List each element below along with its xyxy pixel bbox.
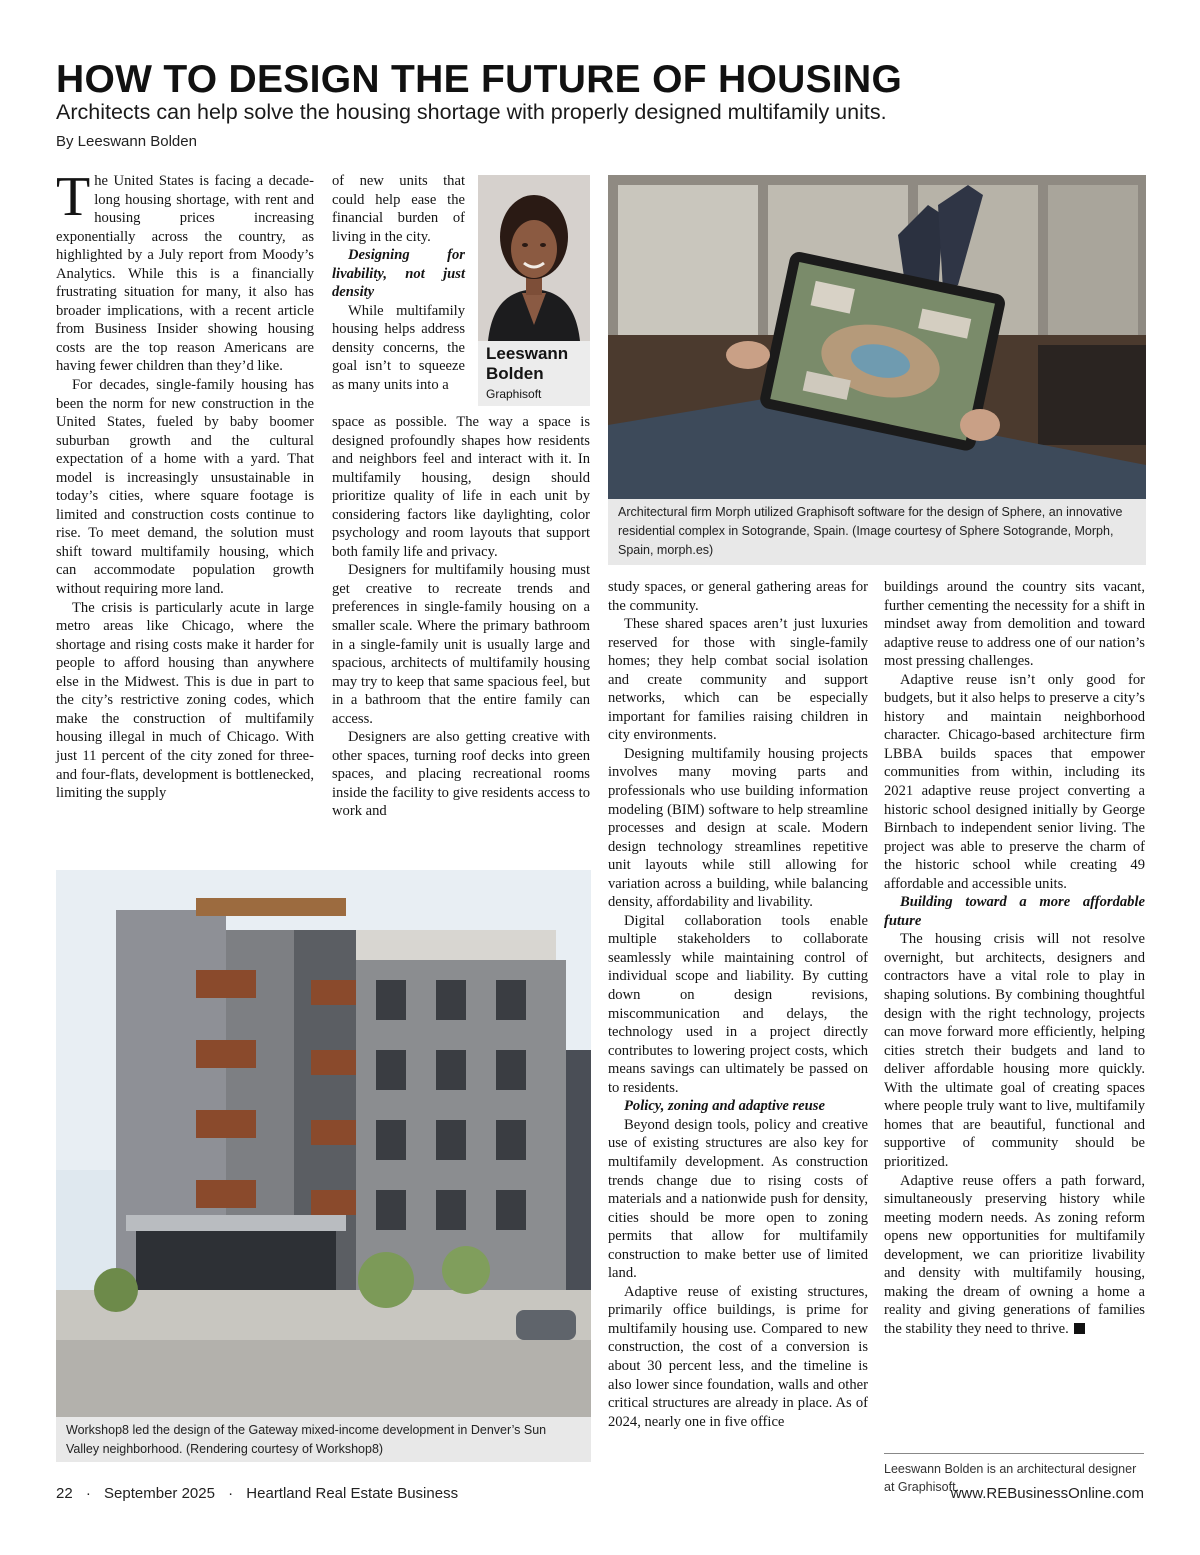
body-paragraph: of new units that could help ease the financial burden of living in the city. — [332, 173, 465, 245]
column-1 — [56, 166, 314, 803]
body-paragraph: The crisis is particularly acute in large metro areas like Chicago, where the shortage and rising costs make it harder for people to afford housing than anywhere else in the Midwest. This is due in part to the city’s restrictive zoning codes, which make the construction of multifamily housing illegal in much of Chicago. With just 11 percent of the city zoned for three- and four-flats, development is bottlenecked, limiting the supply — [56, 599, 314, 802]
building-rendering — [56, 870, 591, 1417]
subhead: Policy, zoning and adaptive reuse — [624, 1098, 825, 1115]
tablet-photo-caption: Architectural firm Morph utilized Graphisoft software for the design of Sphere, an innovative residential complex in Sotogrande, Spain. (Image courtesy of Sphere Sotogrande, Morph, Spain, morph.es) — [608, 499, 1146, 565]
column-2-lower — [332, 413, 590, 821]
author-name-line2: Bolden — [486, 364, 544, 383]
subhead: Designing for livability, not just density — [332, 247, 465, 301]
column-4 — [884, 578, 1145, 1338]
website-link[interactable]: www.REBusinessOnline.com — [950, 1485, 1144, 1502]
body-paragraph: Adaptive reuse offers a path forward, simultaneously preserving history while meeting modern needs. As zoning reform opens new opportunities for multifamily development, we can prioritize livability and density with multifamily housing, making the dream of owning a home a reality and giving generations of families the stability they need to thrive. — [884, 1172, 1145, 1337]
body-paragraph: he United States is facing a decade-long housing shortage, with rent and housing prices increasing exponentially across the country, as highlighted by a July report from Moody’s Analytics. While this is a financially frustrating situation for many, it also has broader implications, with a recent article from Business Insider showing housing costs are the top reason Americans are having fewer children than they’d like. — [56, 173, 314, 375]
body-paragraph: buildings around the country sits vacant, further cementing the necessity for a shift in mindset away from demolition and toward adaptive reuse to address one of our nation’s most pressing challenges. — [884, 579, 1145, 670]
body-paragraph: Adaptive reuse of existing structures, primarily office buildings, is prime for multifamily housing use. Compared to new construction, the cost of a conversion is about 30 percent less, and the timeline is also lower since foundation, walls and other critical structures are already in place. As of 2024, nearly one in five office — [608, 1283, 868, 1430]
footer-left — [56, 1485, 458, 1502]
body-paragraph: While multifamily housing helps address density concerns, the goal isn’t to squeeze as many units into a — [332, 302, 465, 394]
bio-divider — [884, 1453, 1144, 1454]
body-paragraph: study spaces, or general gathering areas for the community. — [608, 579, 868, 614]
tablet-photo — [608, 175, 1146, 499]
body-paragraph: Adaptive reuse isn’t only good for budgets, but it also helps to preserve a city’s history and maintain neighborhood character. Chicago-based architecture firm LBBA builds spaces that empower communities from within, including its 2021 adaptive reuse project converting a historic school designed initially by George Birnbach to independent senior living. The project was able to preserve the charm of the historic school while creating 49 affordable and accessible units. — [884, 671, 1145, 892]
body-paragraph: Designing multifamily housing projects involves many moving parts and professionals who use building information modeling (BIM) software to help streamline processes and design at scale. Modern design technology streamlines repetitive unit layouts while still allowing for variation across a building, while balancing density, affordability and livability. — [608, 745, 868, 911]
body-paragraph: Digital collaboration tools enable multiple stakeholders to collaborate seamlessly while maintaining control of individual scope and liability. By cutting down on design revisions, miscommunication and delays, the technology used in a project directly contributes to lowering project costs, which means savings can ultimately be passed on to residents. — [608, 912, 868, 1096]
end-mark-icon — [1074, 1323, 1085, 1334]
footer-separator: · — [228, 1485, 234, 1502]
subhead: Building toward a more affordable future — [884, 894, 1145, 929]
column-2-upper — [332, 172, 465, 395]
publication-name: Heartland Real Estate Business — [246, 1485, 459, 1502]
body-paragraph: These shared spaces aren’t just luxuries reserved for those with single-family homes; they help combat social isolation and create community and support networks, which can be especially important for families raising children in city environments. — [608, 616, 868, 744]
byline: By Leeswann Bolden — [56, 133, 197, 150]
author-headshot — [478, 175, 590, 341]
footer-separator: · — [85, 1485, 91, 1502]
body-paragraph: Beyond design tools, policy and creative use of existing structures are also key for multifamily development. As construction trends change due to rising costs of materials and a nationwide push for density, cities should be more open to zoning permits that allow for multifamily construction to make better use of limited land. — [608, 1116, 868, 1282]
body-paragraph: Designers for multifamily housing must get creative to recreate trends and preferences in single-family housing on a smaller scale. Where the primary bathroom in a single-family unit is usually large and spacious, architects of multifamily housing may try to keep that same spacious feel, but in a bathroom that the entire family can access. — [332, 562, 590, 727]
subheadline: Architects can help solve the housing shortage with properly designed multifamily units. — [56, 100, 887, 124]
author-company: Graphisoft — [486, 387, 542, 401]
author-name-line1: Leeswann — [486, 344, 569, 363]
body-paragraph: Designers are also getting creative with other spaces, turning roof decks into green spaces, and placing recreational rooms inside the facility to give residents access to work and — [332, 729, 590, 820]
author-bio: Leeswann Bolden is an architectural designer at Graphisoft. — [884, 1462, 1137, 1494]
author-name-box — [478, 341, 590, 406]
body-paragraph: For decades, single-family housing has been the norm for new construction in the United States, fueled by baby boomer suburban growth and the cultural expectation of a home with a yard. That model is increasingly unsustainable in today’s cities, where square footage is limited and construction costs continue to rise. To meet demand, the solution must shift toward multifamily housing, which can accommodate population growth without requiring more land. — [56, 377, 314, 598]
column-3 — [608, 578, 868, 1431]
drop-cap: T — [56, 166, 91, 228]
building-rendering-caption: Workshop8 led the design of the Gateway mixed-income development in Denver’s Sun Valley neighborhood. (Rendering courtesy of Workshop8) — [56, 1417, 591, 1462]
body-paragraph: space as possible. The way a space is designed profoundly shapes how residents and neighbors feel and interact with it. In multifamily housing, design should prioritize quality of life in each unit by considering factors like daylighting, color psychology and room layouts that support both family life and privacy. — [332, 414, 590, 560]
headline: HOW TO DESIGN THE FUTURE OF HOUSING — [56, 58, 903, 101]
page-number: 22 — [56, 1485, 73, 1502]
body-paragraph: The housing crisis will not resolve overnight, but architects, designers and contractors have a vital role to play in shaping solutions. By combining thoughtful design with the right technology, projects can move forward more efficiently, helping cities stretch their budgets and land to deliver affordable housing more quickly. With the ultimate goal of creating spaces where people truly want to live, multifamily homes that are beautiful, functional and supportive of community should be prioritized. — [884, 931, 1145, 1170]
issue-date: September 2025 — [104, 1485, 215, 1502]
